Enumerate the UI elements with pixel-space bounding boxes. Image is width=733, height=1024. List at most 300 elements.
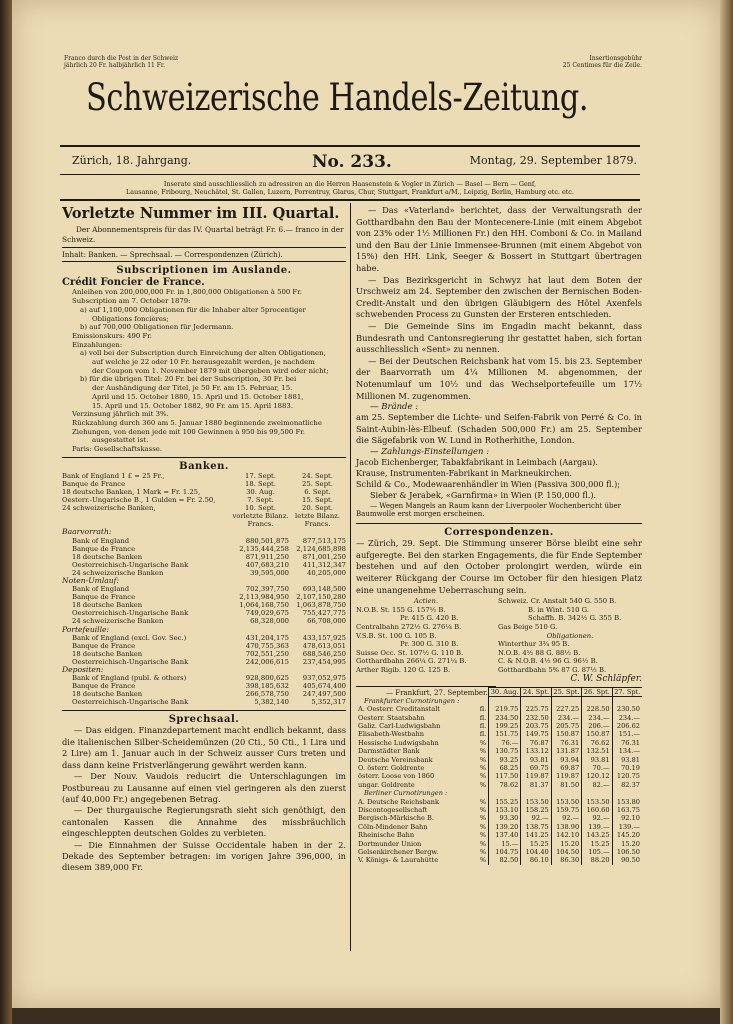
liverpool-note: — Wegen Mangels an Raum kann der Liverpooler Wochenbericht über Baumwolle erst morgen erscheinen. <box>356 501 621 519</box>
quote-unit: % <box>479 839 487 848</box>
bank-name: 24 schweizerische Banken <box>72 617 164 626</box>
quote-value: 158.25 <box>521 806 551 814</box>
quote-value: 82.— <box>582 781 612 789</box>
quote-value: 151.— <box>612 730 642 738</box>
sprechsaal-paragraph: — Der Nouv. Vaudois reducirt die Unterschlagungen im Postbureau zu Lausanne auf einen viel geringeren als den zuerst (auf 40,000 Fr.) angegebenen Betrag. <box>62 771 346 804</box>
bank-row <box>62 674 346 682</box>
frankfurt-section <box>356 689 642 865</box>
bank-value-last: 66,708,000 <box>307 617 346 626</box>
quote-unit: fl. <box>479 705 487 714</box>
fires-heading: — Brände : <box>370 402 419 413</box>
bank-name: Banque de France <box>72 544 136 553</box>
left-column <box>62 205 346 874</box>
bank-value-prev: 871,911,250 <box>245 552 289 561</box>
quotes-row <box>356 823 642 831</box>
bank-value-prev: 702,397,750 <box>245 585 289 594</box>
column-divider <box>350 203 351 951</box>
quote-unit: % <box>479 738 487 747</box>
quote-value: 104.75 <box>489 848 521 856</box>
quote-value: 133.12 <box>521 747 551 755</box>
quotes-row <box>356 781 642 789</box>
news-paragraph: — Bei der Deutschen Reichsbank hat vom 15. bis 23. September der Baarvorrath um 4¼ Millionen M. abgenommen, der Notenumlauf um 10½ und das Wechselportefeuille um 17½ Millionen M. zugenommen. <box>356 355 642 401</box>
bank-rate-date-a: 17. Sept. <box>245 471 276 480</box>
bank-rate-date-b: 24. Sept. <box>302 471 333 480</box>
bank-rate-row <box>62 512 346 520</box>
quote-value: 119.87 <box>551 772 581 780</box>
quote-line: Obligationen. <box>546 631 594 640</box>
quote-value: 82.37 <box>612 781 642 789</box>
quote-value: 234.— <box>551 714 581 722</box>
bank-value-prev: 1,064,168,750 <box>239 601 289 610</box>
bank-group-title: Baarvorrath: <box>62 527 112 537</box>
bank-value-last: 871,001,250 <box>302 552 346 561</box>
credit-line: ausgestattet ist. <box>92 436 149 445</box>
note-line: Franco durch die Post in der Schweiz <box>64 55 179 62</box>
credit-line: Paris: Gesellschaftskasse. <box>72 445 163 454</box>
quote-line: Gotthardbahn 266¼ G. 271¼ B. <box>356 657 467 666</box>
quote-value: 68.25 <box>489 764 521 772</box>
quote-value: 81.37 <box>521 781 551 789</box>
bank-name: 18 deutsche Banken <box>72 552 143 561</box>
quote-value: 92.10 <box>612 814 642 822</box>
quote-security: Rheinische Bahn <box>358 831 415 840</box>
issue-date: Montag, 29. September 1879. <box>469 154 637 167</box>
quotes-row <box>356 789 642 797</box>
quote-value: 234.50 <box>489 714 521 722</box>
quote-unit: % <box>479 805 487 814</box>
bank-rate-row <box>62 480 346 488</box>
quote-value: 92.— <box>551 814 581 822</box>
quote-value: 159.75 <box>551 806 581 814</box>
quote-security: V. Königs- & Laurahütte <box>358 856 439 865</box>
book-spine <box>0 0 12 1024</box>
quote-value: 81.50 <box>551 781 581 789</box>
bank-value-last: 247,497,500 <box>302 690 346 699</box>
bank-name: Oesterreichisch-Ungarische Bank <box>72 609 189 618</box>
bank-value-prev: 407,683,210 <box>245 560 289 569</box>
bank-value-prev: 470,755,363 <box>245 641 289 650</box>
right-column <box>356 205 642 865</box>
quote-security: Elisabeth-Westbahn <box>358 730 425 739</box>
fires-text: am 25. September die Lichte- und Seifen-Fabrik von Perré & Co. in Saint-Aubin-lès-Elbeuf. (Schaden 500,000 Fr.) am 25. September die Sägefabrik von W. Lund in Rotherhithe, London. <box>356 412 642 446</box>
quote-line: Gotthardbahn 5% 87 G. 87½ B. <box>498 666 607 674</box>
ads-line: Inserate sind ausschliesslich zu adressiren an die Herren Haasenstein & Vogler in Zürich — Basel — Bern — Genf, <box>163 180 537 188</box>
issue-number: No. 233. <box>312 152 392 172</box>
quotes-row <box>356 856 642 864</box>
quotes-shares <box>356 597 496 683</box>
quote-value: 76.62 <box>582 739 612 747</box>
quote-value: 93.81 <box>612 756 642 764</box>
quote-value: 141.25 <box>521 831 551 839</box>
bank-value-prev: 431,204,175 <box>245 633 289 642</box>
quote-security: Darmstädter Bank <box>358 747 420 756</box>
masthead-title: Schweizerische Handels-Zeitung. <box>86 76 589 119</box>
sprechsaal-paragraph: — Die Einnahmen der Suisse Occidentale haben in der 2. Dekade des September betragen: im vorigen Jahre 396,000, in diesem 389,000 Fr. <box>62 839 346 873</box>
quote-value: 138.75 <box>521 823 551 831</box>
quote-value: 86.10 <box>521 856 551 864</box>
insolvency-line: Krause, Instrumenten-Fabrikant in Markneukirchen. <box>356 468 573 479</box>
quotes-row <box>356 730 642 738</box>
quote-value: 145.20 <box>612 831 642 839</box>
bank-name: Oesterreichisch-Ungarische Bank <box>72 657 189 666</box>
bank-row <box>62 650 346 658</box>
bank-row <box>62 537 346 545</box>
quote-value: 203.75 <box>521 722 551 730</box>
quotes-date-header: 24. Spt. <box>521 688 551 697</box>
quote-value: 160.60 <box>582 806 612 814</box>
quote-value: 163.75 <box>612 806 642 814</box>
quote-value: 151.75 <box>489 730 521 738</box>
quote-value: 70.— <box>582 764 612 772</box>
bank-rate-label <box>62 512 232 520</box>
bank-row <box>62 642 346 650</box>
quote-line: V.S.B. St. 100 G. 105 B. <box>356 631 437 640</box>
quote-security: Dortmunder Union <box>358 839 422 848</box>
quote-value: 232.50 <box>521 714 551 722</box>
bank-name: Banque de France <box>72 682 136 691</box>
bank-name: Bank of England (excl. Gov. Sec.) <box>72 633 187 642</box>
subscriptions-heading: Subscriptionen im Auslande. <box>116 265 292 277</box>
newspaper-page <box>12 0 720 1008</box>
bank-value-prev: 39,595,000 <box>250 568 289 577</box>
quote-value: 117.50 <box>489 772 521 780</box>
bank-tables <box>62 528 346 706</box>
quote-value: 139.— <box>612 823 642 831</box>
bank-rate-date-a: 18. Sept. <box>245 479 276 488</box>
bank-name: 18 deutsche Banken <box>72 690 143 699</box>
bank-rate-date-b: 25. Sept. <box>302 479 333 488</box>
quote-value: 70.19 <box>612 764 642 772</box>
bank-value-prev: 2,113,984,950 <box>239 593 289 602</box>
quote-value <box>521 697 551 705</box>
subscription-note <box>64 55 178 69</box>
dateline <box>72 152 637 174</box>
bank-rate-date-b: letzte Bilanz. <box>295 512 340 521</box>
sprechsaal-paragraph: — Der thurgauische Regierungsrath sieht sich genöthigt, den cantonalen Kassen die Annahme des missbräuchlich eingeschleppten deutschen Goldes zu verbieten. <box>62 805 346 839</box>
bank-row <box>62 658 346 666</box>
quote-value: 234.— <box>612 714 642 722</box>
bank-name: 18 deutsche Banken <box>72 601 143 610</box>
bank-rate-label: 24 schweizerische Banken, <box>62 504 156 513</box>
bank-value-last: 2,107,150,280 <box>296 593 346 602</box>
insolvency-line: Jacob Eichenberger, Tabakfabrikant in Leimbach (Aargau). <box>356 456 598 467</box>
quote-line: C. & N.O.B. 4½ 96 G. 96½ B. <box>498 657 598 666</box>
quote-security: O. österr. Goldrente <box>358 763 425 772</box>
quote-unit: % <box>479 814 487 823</box>
ads-line: Lausanne, Fribourg, Neuchâtel, St. Gallen, Luzern, Porrentruy, Glarus, Chur, Stuttgart, Frankfurt a/M., Leipzig, Berlin, Hamburg etc. etc. <box>126 188 574 196</box>
quotes-row <box>356 814 642 822</box>
quote-value: 69.87 <box>551 764 581 772</box>
quotes-row <box>356 705 642 713</box>
quote-value: 143.25 <box>582 831 612 839</box>
quote-value: 76.— <box>489 739 521 747</box>
quote-security: Bergisch-Märkische B. <box>358 814 434 823</box>
quotes-row <box>356 840 642 848</box>
quote-value: 228.50 <box>582 705 612 713</box>
quote-value: 88.20 <box>582 856 612 864</box>
quote-value: 227.25 <box>551 705 581 713</box>
credit-line: Anleihen von 200,000,000 Fr. in 1,800,000 Obligationen à 500 Fr. <box>72 288 302 297</box>
sprechsaal-heading: Sprechsaal. <box>168 714 240 726</box>
quote-value: 104.40 <box>521 848 551 856</box>
bank-value-prev: 928,800,625 <box>245 674 289 683</box>
quote-unit: % <box>479 831 487 840</box>
news-items <box>356 205 642 402</box>
frankfurt-heading: — Frankfurt, 27. September. <box>386 689 488 698</box>
quote-unit: fl. <box>479 721 487 730</box>
correspondence-heading: Correspondenzen. <box>444 527 554 539</box>
bank-rate-date-b: 6. Sept. <box>304 487 331 496</box>
dateline-rule <box>60 174 640 175</box>
bank-row <box>62 561 346 569</box>
quote-security: österr. Loose von 1860 <box>358 772 435 781</box>
quote-value: 15.25 <box>521 840 551 848</box>
bank-value-last: 5,352,317 <box>311 698 346 707</box>
credit-line: Emissionskurs: 490 Fr. <box>72 331 152 340</box>
quote-line: Schaffh. B. 342½ G. 355 B. <box>528 614 622 623</box>
bank-value-prev: 5,382,140 <box>254 698 289 707</box>
quote-value: 93.81 <box>582 756 612 764</box>
quote-value: 205.75 <box>551 722 581 730</box>
bank-value-last: 433,157,925 <box>302 633 346 642</box>
bank-value-last: 40,205,000 <box>307 568 346 577</box>
quote-value: 138.90 <box>551 823 581 831</box>
bank-value-prev: 2,135,444,258 <box>239 544 289 553</box>
quote-unit: fl. <box>479 713 487 722</box>
bank-name: Banque de France <box>72 593 136 602</box>
quote-unit: fl. <box>479 730 487 739</box>
news-paragraph: — Die Gemeinde Sins im Engadin macht bekannt, dass Bundesrath und Cantonsregierung ihr gestattet haben, sich fortan ausschliesslich «Sent» zu nennen. <box>356 320 642 355</box>
quote-line: Pr. 415 G. 420 B. <box>400 614 459 623</box>
credit-foncier-details <box>62 288 346 453</box>
quote-unit <box>478 697 489 705</box>
quote-line: Centralbahn 272½ G. 276¼ B. <box>356 623 462 632</box>
stock-quotes-table <box>356 687 642 865</box>
ads-notice <box>60 180 640 196</box>
quote-value <box>551 789 581 797</box>
quotes-row <box>356 806 642 814</box>
quote-unit: % <box>479 747 487 756</box>
bank-value-prev: 880,501,875 <box>245 536 289 545</box>
bank-row <box>62 593 346 601</box>
news-paragraph: — Das «Vaterland» berichtet, dass der Verwaltungsrath der Gotthardbahn den Bau der Montecenere-Linie (mit einem Abgebot von 23% oder 1½ Millionen Fr.) den HH. Comboni & Co. in Mailand und den Bau der Linie Immensee-Brunnen (mit einem Abgebot von 15%) den HH. Link, Seeger & Bossert in Stuttgart übertragen habe. <box>356 205 642 273</box>
dateline-place: Zürich, 18. Jahrgang. <box>72 154 192 167</box>
quote-value <box>612 789 642 797</box>
quote-value: 92.— <box>521 814 551 822</box>
bank-group-title: Noten-Umlauf: <box>62 575 120 585</box>
quote-value: 139.20 <box>489 823 521 831</box>
bank-rate-date-a: 30. Aug. <box>246 487 275 496</box>
quote-security: ungar. Goldrente <box>358 780 415 789</box>
bank-rate-date-a: Francs. <box>247 520 274 529</box>
quote-line: N.O.B. 4½ 88 G. 88½ B. <box>498 648 581 657</box>
quote-value: 206.62 <box>612 722 642 730</box>
credit-line: b) auf 700,000 Obligationen für Jedermann. <box>80 323 234 332</box>
bank-value-last: 937,052,975 <box>302 674 346 683</box>
credit-foncier-heading: Crédit Foncier de France. <box>62 277 205 289</box>
quote-value: 15.20 <box>551 840 581 848</box>
quote-value: 153.80 <box>612 798 642 806</box>
quote-value: 105.— <box>582 848 612 856</box>
note-line: jährlich 20 Fr. halbjährlich 11 Fr. <box>64 62 166 69</box>
quote-value: 139.— <box>582 823 612 831</box>
quote-unit <box>478 789 489 797</box>
quotes-row <box>356 831 642 839</box>
quote-value <box>551 697 581 705</box>
bank-name: 18 deutsche Banken <box>72 649 143 658</box>
bank-rates-header <box>62 472 346 529</box>
quotes-row <box>356 722 642 730</box>
quotes-date-header: 30. Aug. <box>489 688 521 697</box>
quote-line: Suisse Occ. St. 107½ G. 110 B. <box>356 648 464 657</box>
quote-security: Oesterr. Staatsbahn <box>358 713 425 722</box>
credit-line: Rückzahlung durch 360 am 5. Januar 1880 beginnende zweimonatliche <box>72 418 322 427</box>
quote-value: 69.75 <box>521 764 551 772</box>
quote-value: 230.50 <box>612 705 642 713</box>
quote-unit: % <box>479 772 487 781</box>
quotes-row <box>356 764 642 772</box>
credit-line: Einzahlungen: <box>72 340 123 349</box>
quote-value: 93.25 <box>489 756 521 764</box>
bank-group-title: Depositen: <box>62 665 104 674</box>
quotes-row <box>356 714 642 722</box>
quote-unit: % <box>479 822 487 831</box>
bank-row <box>62 585 346 593</box>
quote-line: N.O.B. St. 155 G. 157½ B. <box>356 605 446 614</box>
book-edge <box>720 0 733 1024</box>
quote-unit: % <box>479 755 487 764</box>
quote-value: 76.87 <box>521 739 551 747</box>
quote-value <box>521 789 551 797</box>
quote-value: 93.94 <box>551 756 581 764</box>
quote-value: 219.75 <box>489 705 521 713</box>
quote-line: Schweiz. Cr. Anstalt 540 G. 550 B. <box>498 597 617 606</box>
bank-rate-row <box>62 488 346 496</box>
quote-value: 82.50 <box>489 856 521 864</box>
quote-value: 137.40 <box>489 831 521 839</box>
bank-rate-label: 18 deutsche Banken, 1 Mark = Fr. 1.25, <box>62 487 201 496</box>
bank-value-last: 405,674,400 <box>302 682 346 691</box>
quote-security: A. Oesterr. Creditanstalt <box>358 705 440 714</box>
bank-value-prev: 242,006,615 <box>245 657 289 666</box>
quote-value: 153.50 <box>582 798 612 806</box>
quote-value: 130.75 <box>489 747 521 755</box>
bank-rate-label: Bank of England 1 £ = 25 Fr., <box>62 471 165 480</box>
quote-value <box>582 789 612 797</box>
quote-value: 149.75 <box>521 730 551 738</box>
quote-security: Hessische Ludwigsbahn <box>358 738 439 747</box>
banks-heading: Banken. <box>179 460 229 472</box>
quote-security: Frankfurter Curnotirungen : <box>364 696 460 705</box>
quote-security: Galiz. Carl-Ludwigsbahn <box>358 721 441 730</box>
credit-line: der Coupon vom 1. November 1879 mit übergeben wird oder nicht; <box>92 366 329 375</box>
quote-security: A. Deutsche Reichsbank <box>358 797 440 806</box>
bank-rate-row <box>62 472 346 480</box>
bank-name: Oesterreichisch-Ungarische Bank <box>72 560 189 569</box>
insolvency-line: Sieber & Jerabek, «Garnfirma» in Wien (P. 150,000 fl.). <box>370 490 597 501</box>
quote-security: Deutsche Vereinsbank <box>358 755 433 764</box>
bank-name: Bank of England <box>72 536 130 545</box>
bank-rate-date-a: 7. Sept. <box>247 496 274 505</box>
quotes-row <box>356 739 642 747</box>
bank-row <box>62 682 346 690</box>
contents-line: Inhalt: Banken. — Sprechsaal. — Correspondenzen (Zürich). <box>62 250 283 260</box>
quote-value: 120.12 <box>582 772 612 780</box>
quote-value: 153.50 <box>521 798 551 806</box>
bank-row <box>62 545 346 553</box>
quote-value: 199.25 <box>489 722 521 730</box>
ads-rule <box>60 199 640 201</box>
quote-value <box>612 697 642 705</box>
bank-value-last: 411,312,347 <box>302 560 346 569</box>
bank-name: Bank of England <box>72 585 130 594</box>
bank-rate-date-b: 20. Sept. <box>302 504 333 513</box>
quote-value <box>582 697 612 705</box>
quotes-date-header: 26. Spt. <box>582 688 612 697</box>
quote-value: 106.50 <box>612 848 642 856</box>
quote-value: 119.87 <box>521 772 551 780</box>
quote-value: 142.10 <box>551 831 581 839</box>
insolvency-line: Schild & Co., Modewaarenhändler in Wien (Passiva 300,000 fl.); <box>356 479 621 490</box>
bank-name: Banque de France <box>72 641 136 650</box>
quote-value: 76.31 <box>551 739 581 747</box>
quote-value: 104.50 <box>551 848 581 856</box>
bank-value-prev: 266,578,750 <box>245 690 289 699</box>
quote-unit: % <box>479 780 487 789</box>
bank-value-last: 1,063,878,750 <box>296 601 346 610</box>
insertion-note <box>563 55 642 69</box>
bank-rate-date-b: 15. Sept. <box>302 496 333 505</box>
quote-value: 15.25 <box>582 840 612 848</box>
quote-security: Cöln-Mindener Bahn <box>358 822 428 831</box>
subscription-price: Der Abonnementspreis für das IV. Quartal beträgt Fr. 6.— franco in der Schweiz. <box>62 225 344 244</box>
credit-line: Ziehungen, von denen jede mit 100 Gewinnen à 950 bis 99,500 Fr. <box>72 427 305 436</box>
bank-row <box>62 634 346 642</box>
bank-group-title: Portefeuille: <box>62 624 110 634</box>
quotes-date-header: 27. Spt. <box>612 688 642 697</box>
quote-line: Arther Rigib. 120 G. 125 B. <box>356 666 451 674</box>
bank-value-last: 2,124,685,898 <box>296 544 346 553</box>
sprechsaal-body <box>62 725 346 873</box>
quote-value: 153.50 <box>551 798 581 806</box>
bank-value-last: 478,613,051 <box>302 641 346 650</box>
credit-line: b) für die übrigen Titel: 20 Fr. bei der Subscription, 30 Fr. bei <box>80 375 297 384</box>
bank-value-prev: 68,328,000 <box>250 617 289 626</box>
credit-line: a) voll bei der Subscription durch Einreichung der alten Obligationen, <box>80 349 326 358</box>
quote-line: Actien. <box>413 597 439 606</box>
bank-row <box>62 601 346 609</box>
note-line: 25 Centimes für die Zeile. <box>562 62 642 69</box>
quote-unit: % <box>479 763 487 772</box>
credit-line: Subscription am 7. October 1879: <box>72 297 191 306</box>
quote-line: Winterthur 3¾ 95 B. <box>498 640 570 649</box>
sprechsaal-paragraph: — Das eidgen. Finanzdepartement macht endlich bekannt, dass die italienischen Silber-Scheidemünzen (20 Cti., 50 Cti., 1 Lira und 2 Lire) am 1. Januar auch in der Schweiz ausser Curs treten und dass dann keine Fristverlängerung gewährt werden kann. <box>62 725 346 770</box>
quote-value: 206.— <box>582 722 612 730</box>
quote-value <box>489 789 521 797</box>
quotes-row <box>356 697 642 705</box>
bank-rate-label: Banque de France <box>62 479 126 488</box>
bank-rate-date-b: Francs. <box>304 520 331 529</box>
quote-value: 153.10 <box>489 806 521 814</box>
quote-line: Pr. 300 G. 310 B. <box>400 640 459 649</box>
quote-value: 15.20 <box>612 840 642 848</box>
bank-name: Bank of England (publ. & others) <box>72 674 187 683</box>
quotes-bonds <box>498 597 642 683</box>
credit-line: der Aushändigung der Titel, je 50 Fr. am 15. Februar, 15. <box>92 384 293 393</box>
credit-line: Obligations foncières; <box>92 314 169 323</box>
bank-rate-date-a: 10. Sept. <box>245 504 276 513</box>
quote-value: 78.62 <box>489 781 521 789</box>
